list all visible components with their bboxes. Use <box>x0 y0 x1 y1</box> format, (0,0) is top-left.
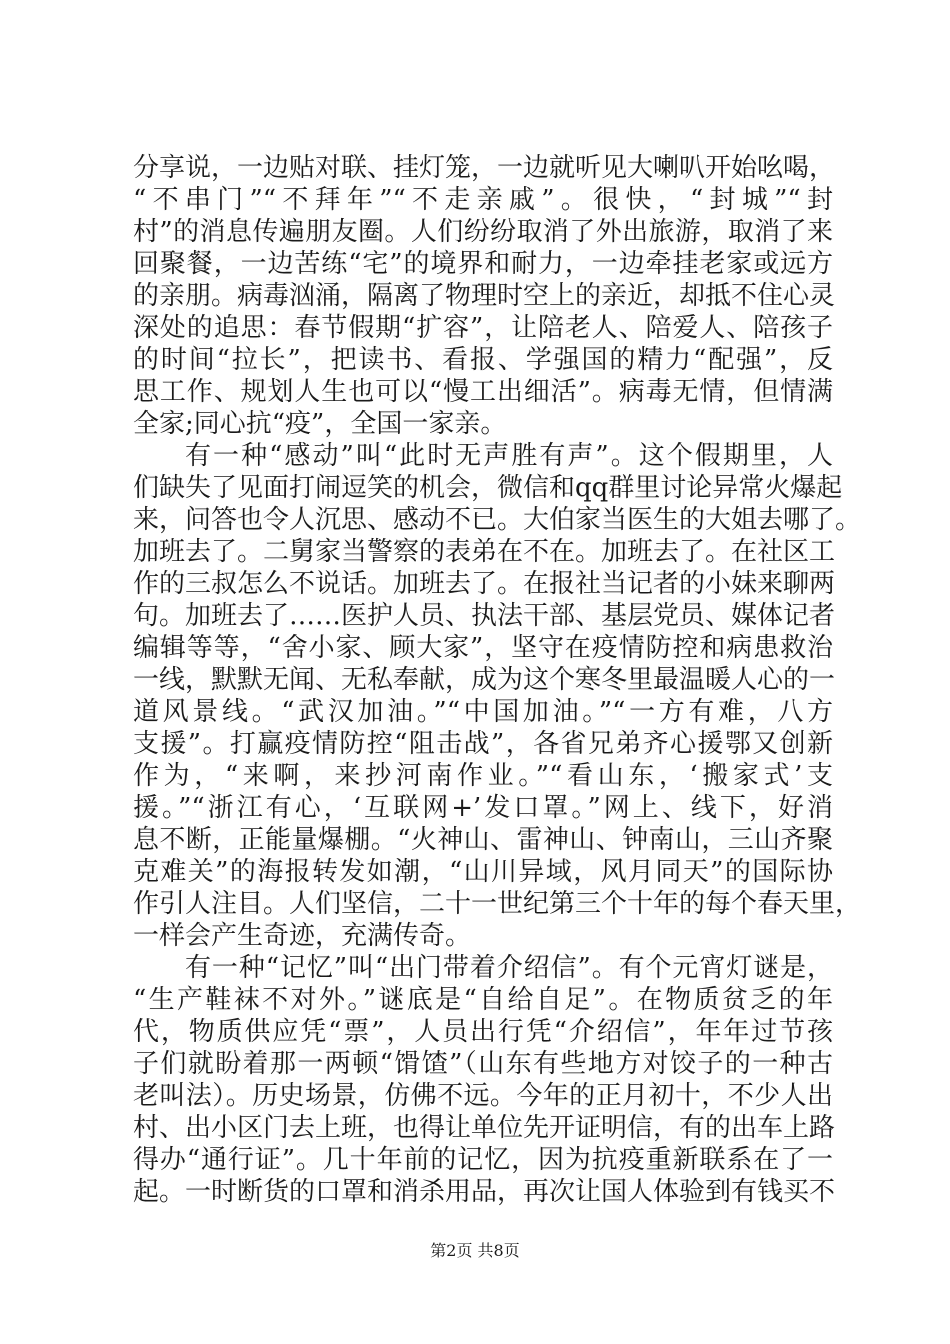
text-line: 加班去了。二舅家当警察的表弟在不在。加班去了。在社区工 <box>133 537 836 567</box>
text-line: 克难关”的海报转发如潮，“山川异域，风月同天”的国际协 <box>133 857 833 887</box>
text-line: “生产鞋袜不对外。”谜底是“自给自足”。在物质贫乏的年 <box>133 985 833 1015</box>
text-line: 支援”。打赢疫情防控“阻击战”，各省兄弟齐心援鄂又创新 <box>133 729 833 759</box>
text-line: 来，问答也令人沉思、感动不已。大伯家当医生的大姐去哪了。 <box>133 505 862 535</box>
text-line: 息不断，正能量爆棚。“火神山、雷神山、钟南山，三山齐聚 <box>133 825 833 855</box>
text-line: 深处的追思：春节假期“扩容”，让陪老人、陪爱人、陪孩子 <box>133 313 833 343</box>
text-line: 子们就盼着那一两顿“馉馇”（山东有些地方对饺子的一种古 <box>133 1049 833 1079</box>
text-line: 回聚餐，一边苦练“宅”的境界和耐力，一边牵挂老家或远方 <box>133 249 833 279</box>
body-text <box>133 152 862 1208</box>
text-line: 代，物质供应凭“票”，人员出行凭“介绍信”，年年过节孩 <box>133 1017 833 1047</box>
text-line: 编辑等等，“舍小家、顾大家”，坚守在疫情防控和病患救治 <box>133 633 833 663</box>
text-line: 思工作、规划人生也可以“慢工出细活”。病毒无情，但情满 <box>133 377 833 407</box>
text-line: 村、出小区门去上班，也得让单位先开证明信，有的出车上路 <box>133 1113 836 1143</box>
text-line: 全家;同心抗“疫”，全国一家亲。 <box>133 409 507 439</box>
text-line: 作引人注目。人们坚信，二十一世纪第三个十年的每个春天里， <box>133 889 862 919</box>
text-line: 句。加班去了……医护人员、执法干部、基层党员、媒体记者 <box>133 601 836 631</box>
text-line: 一样会产生奇迹，充满传奇。 <box>133 921 472 951</box>
text-line: 老叫法）。历史场景，仿佛不远。今年的正月初十，不少人出 <box>133 1081 833 1111</box>
text-line: 们缺失了见面打闹逗笑的机会，微信和qq群里讨论异常火爆起 <box>133 473 843 503</box>
text-line: 作的三叔怎么不说话。加班去了。在报社当记者的小妹来聊两 <box>133 569 836 599</box>
text-line: 援。”“浙江有心，‘互联网+’发口罩。”网上、线下，好消 <box>133 793 833 823</box>
text-line: 的时间“拉长”，把读书、看报、学强国的精力“配强”，反 <box>133 345 833 375</box>
text-line: 起。一时断货的口罩和消杀用品，再次让国人体验到有钱买不 <box>133 1177 836 1207</box>
page-footer: 第2页 共8页 <box>430 1241 520 1260</box>
text-line: 得办“通行证”。几十年前的记忆，因为抗疫重新联系在了一 <box>133 1145 833 1175</box>
text-line: 道风景线。“武汉加油。”“中国加油。”“一方有难，八方 <box>133 697 833 727</box>
text-line: 一线，默默无闻、无私奉献，成为这个寒冬里最温暖人心的一 <box>133 665 836 695</box>
text-line: 有一种“记忆”叫“出门带着介绍信”。有个元宵灯谜是， <box>185 953 833 983</box>
text-line: 村”的消息传遍朋友圈。人们纷纷取消了外出旅游，取消了来 <box>133 217 833 247</box>
text-line: 有一种“感动”叫“此时无声胜有声”。这个假期里，人 <box>185 441 833 471</box>
text-line: “不串门”“不拜年”“不走亲戚”。很快，“封城”“封 <box>133 185 833 215</box>
text-line: 分享说，一边贴对联、挂灯笼，一边就听见大喇叭开始吆喝， <box>133 153 836 183</box>
text-line: 作为，“来啊，来抄河南作业。”“看山东，‘搬家式’支 <box>133 761 833 791</box>
text-line: 的亲朋。病毒汹涌，隔离了物理时空上的亲近，却抵不住心灵 <box>133 281 836 311</box>
